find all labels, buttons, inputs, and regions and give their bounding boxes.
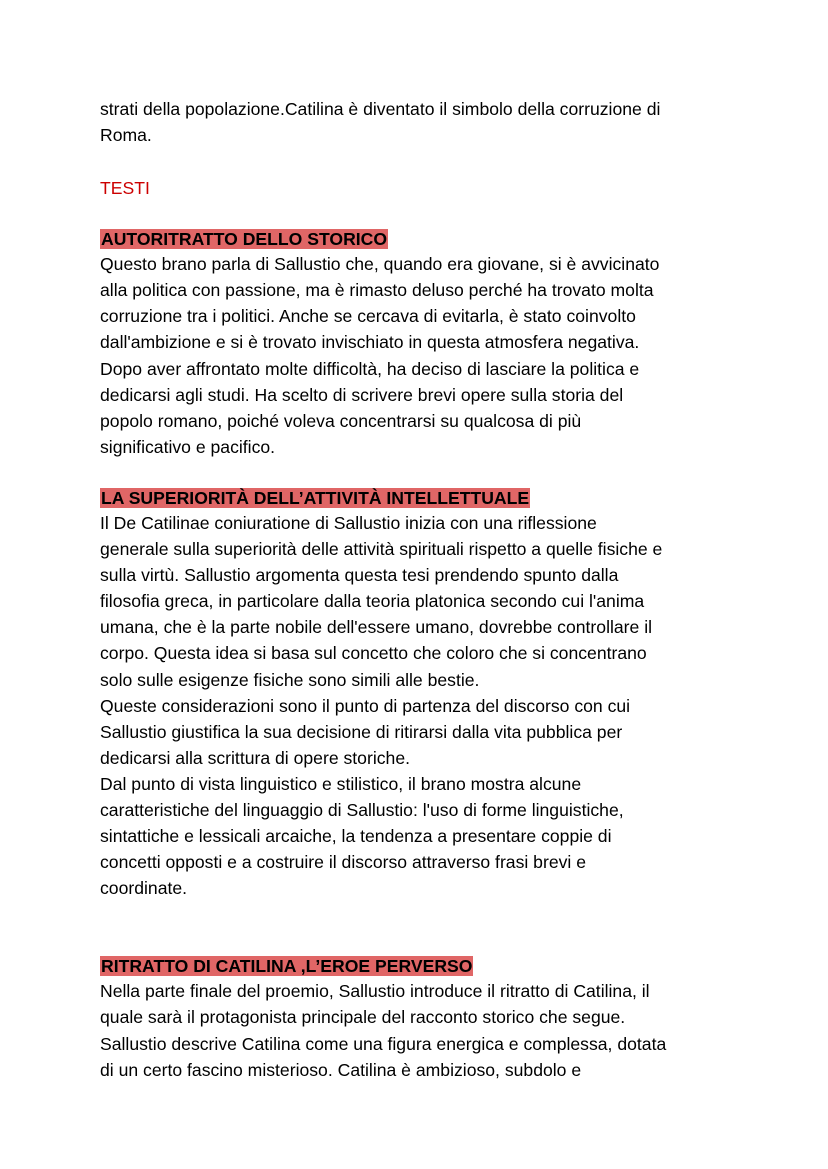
text-line: coordinate. [100, 878, 188, 899]
text-line: dedicarsi agli studi. Ha scelto di scrivere brevi opere sulla storia del [100, 384, 624, 405]
text-line: corpo. Questa idea si basa sul concetto che coloro che si concentrano [100, 643, 647, 664]
document-page [100, 96, 740, 1083]
text-line: Dopo aver affrontato molte difficoltà, ha deciso di lasciare la politica e [100, 358, 640, 379]
heading-highlight: RITRATTO DI CATILINA ,L’EROE PERVERSO [101, 956, 473, 977]
text-line: Sallustio giustifica la sua decisione di ritirarsi dalla vita pubblica per [100, 721, 623, 742]
text-line: sulla virtù. Sallustio argomenta questa tesi prendendo spunto dalla [100, 565, 619, 586]
heading-highlight: LA SUPERIORITÀ DELL’ATTIVITÀ INTELLETTUALE [101, 487, 530, 508]
text-line: Nella parte finale del proemio, Sallustio introduce il ritratto di Catilina, il [100, 981, 650, 1002]
text-line: quale sarà il protagonista principale del racconto storico che segue. [100, 1007, 626, 1028]
text-line: solo sulle esigenze fisiche sono simili alle bestie. [100, 669, 480, 690]
text-line: strati della popolazione.Catilina è diventato il simbolo della corruzione di [100, 99, 661, 119]
text-line: filosofia greca, in particolare dalla teoria platonica secondo cui l'anima [100, 591, 645, 612]
text-line: dedicarsi alla scrittura di opere storiche. [100, 747, 410, 768]
section-label-testi: TESTI [100, 178, 150, 199]
heading-superiorita [100, 486, 740, 510]
text-line: di un certo fascino misterioso. Catilina è ambizioso, subdolo e [100, 1059, 582, 1080]
heading-autoritratto [100, 227, 740, 251]
text-line: umana, che è la parte nobile dell'essere umano, dovrebbe controllare il [100, 617, 653, 638]
text-line: concetti opposti e a costruire il discorso attraverso frasi brevi e [100, 852, 586, 873]
heading-ritratto-catilina [100, 954, 740, 978]
paragraph-superiorita [100, 510, 740, 901]
text-line: Queste considerazioni sono il punto di partenza del discorso con cui [100, 695, 631, 716]
paragraph-autoritratto [100, 251, 740, 460]
text-line: popolo romano, poiché voleva concentrarsi su qualcosa di più [100, 410, 582, 431]
text-line: sintattiche e lessicali arcaiche, la tendenza a presentare coppie di [100, 826, 612, 847]
heading-highlight: AUTORITRATTO DELLO STORICO [101, 229, 388, 250]
text-line: Il De Catilinae coniuratione di Sallustio inizia con una riflessione [100, 512, 597, 533]
text-line: Questo brano parla di Sallustio che, quando era giovane, si è avvicinato [100, 254, 660, 275]
text-line: significativo e pacifico. [100, 436, 276, 457]
text-line: corruzione tra i politici. Anche se cercava di evitarla, è stato coinvolto [100, 306, 636, 327]
text-line: caratteristiche del linguaggio di Sallustio: l'uso di forme linguistiche, [100, 799, 624, 820]
paragraph-ritratto-catilina [100, 978, 740, 1082]
text-line: alla politica con passione, ma è rimasto deluso perché ha trovato molta [100, 280, 654, 301]
text-line: generale sulla superiorità delle attività spirituali rispetto a quelle fisiche e [100, 539, 663, 560]
text-line: Sallustio descrive Catilina come una figura energica e complessa, dotata [100, 1033, 667, 1054]
text-line: Roma. [100, 125, 152, 146]
intro-paragraph [100, 96, 740, 148]
text-line: dall'ambizione e si è trovato invischiato in questa atmosfera negativa. [100, 332, 640, 353]
text-line: Dal punto di vista linguistico e stilistico, il brano mostra alcune [100, 773, 582, 794]
